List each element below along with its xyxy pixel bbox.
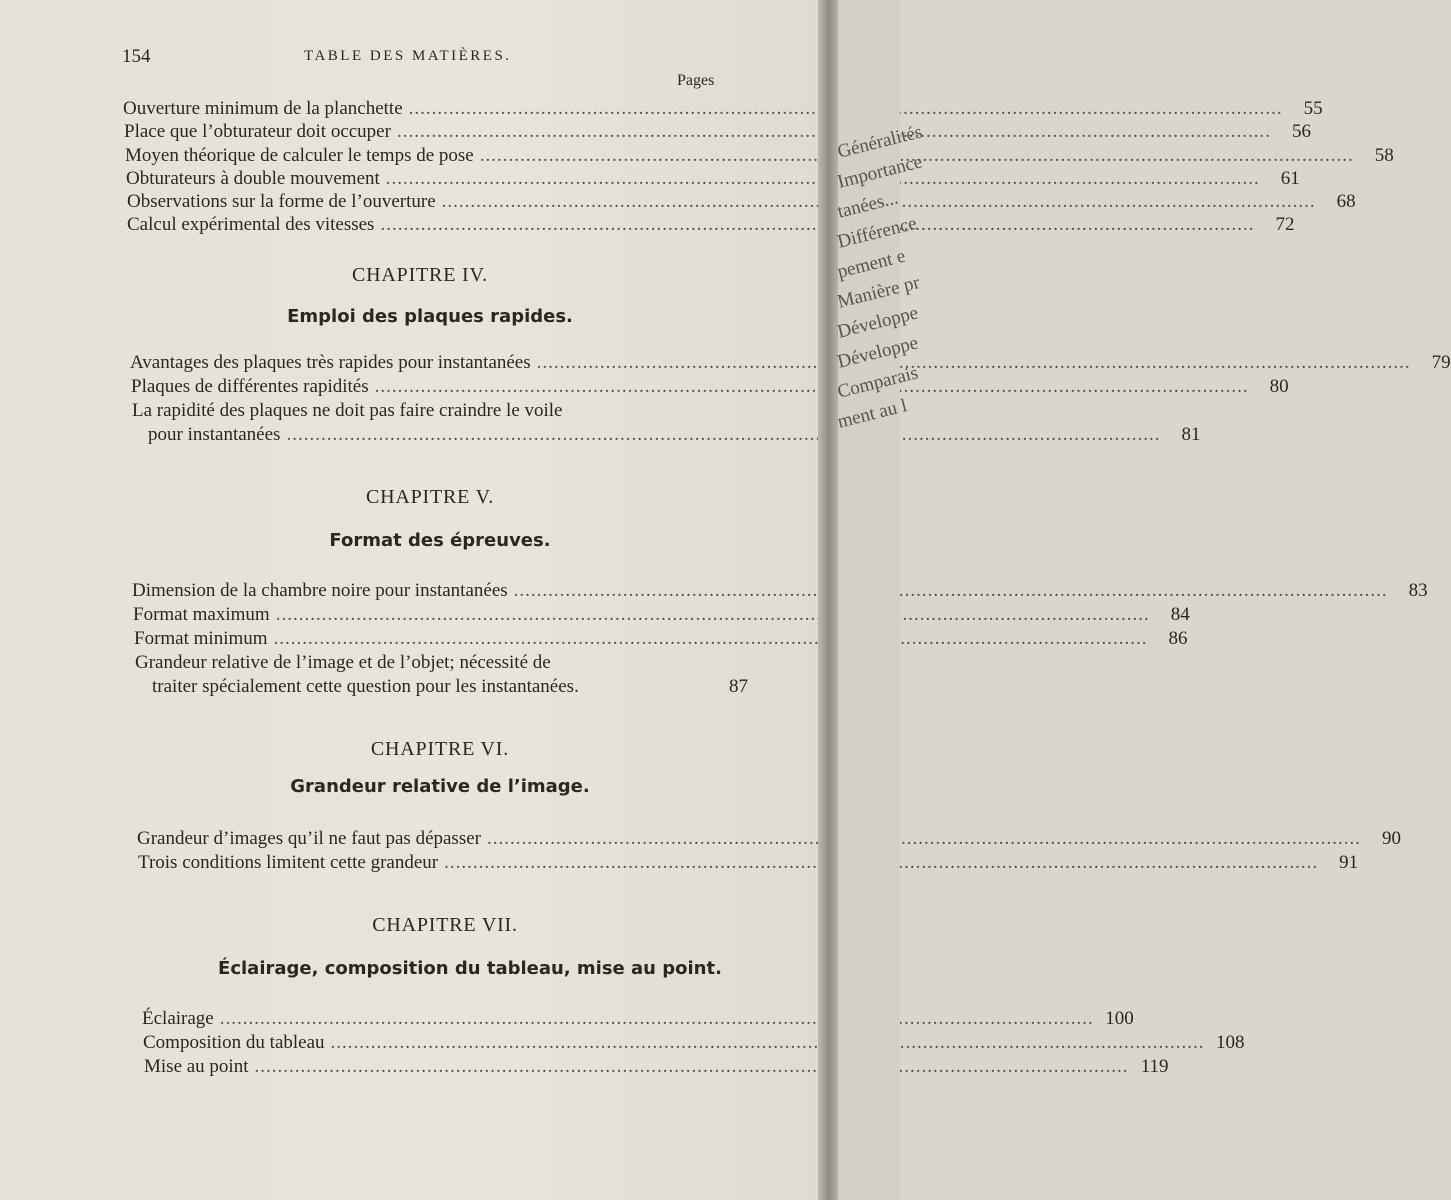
toc-entry-title: Format minimum <box>134 628 268 649</box>
toc-entry-page: 91 <box>1339 852 1359 873</box>
toc-entry-title: Dimension de la chambre noire pour instantanées <box>132 580 508 601</box>
toc-entry <box>123 98 1323 120</box>
toc-entry-title: Grandeur relative de l’image et de l’objet; nécessité de <box>135 652 551 673</box>
facing-page-fragment: Manière pr <box>835 272 922 313</box>
toc-entry <box>138 852 1359 874</box>
toc-entry-page: 72 <box>1275 214 1295 235</box>
chapter-title: Emploi des plaques rapides. <box>287 306 573 327</box>
toc-entry <box>148 424 1201 446</box>
toc-entry-title: Place que l’obturateur doit occuper <box>124 121 391 142</box>
running-title: TABLE DES MATIÈRES. <box>304 48 512 64</box>
chapter-heading: CHAPITRE IV. <box>352 264 488 286</box>
toc-entry-page: 108 <box>1216 1032 1245 1053</box>
toc-entry-page: 79 <box>1431 352 1451 373</box>
dot-leader <box>537 352 1411 374</box>
facing-page-fragment: pement e <box>835 245 908 283</box>
toc-entry-page: 80 <box>1269 376 1289 397</box>
facing-page-fragment: tanées... <box>835 187 901 223</box>
toc-entry-page: 100 <box>1105 1008 1134 1029</box>
toc-entry <box>142 1008 1134 1030</box>
toc-entry-page: 56 <box>1291 121 1311 142</box>
toc-entry-title: Plaques de différentes rapidités <box>131 376 369 397</box>
dot-leader <box>220 1008 1094 1030</box>
toc-entry-page: 81 <box>1181 424 1201 445</box>
page-header <box>122 46 722 72</box>
toc-entry <box>133 604 1190 626</box>
toc-entry-title: Moyen théorique de calculer le temps de pose <box>125 145 474 166</box>
toc-entry-page: 68 <box>1336 191 1356 212</box>
toc-entry-page: 58 <box>1374 145 1394 166</box>
toc-entry <box>144 1056 1169 1078</box>
toc-entry <box>152 676 748 698</box>
toc-entry-title: La rapidité des plaques ne doit pas faire craindre le voile <box>132 400 563 421</box>
toc-entry-title-continued: traiter spécialement cette question pour les instantanées. <box>152 676 579 697</box>
page-number: 154 <box>122 46 151 67</box>
facing-page-fragment: Différence <box>835 212 919 253</box>
toc-entry-title: Éclairage <box>142 1008 214 1029</box>
dot-leader <box>274 628 1148 650</box>
toc-entry-title: Trois conditions limitent cette grandeur <box>138 852 439 873</box>
chapter-title: Format des épreuves. <box>329 530 551 551</box>
pages-column-label: Pages <box>677 72 715 89</box>
toc-entry-page: 90 <box>1382 828 1401 849</box>
facing-page-fragment: Développe <box>835 332 921 373</box>
toc-entry-page: 55 <box>1303 98 1323 119</box>
toc-entry <box>125 145 1394 167</box>
toc-entry-page: 87 <box>729 676 748 697</box>
toc-entry <box>137 828 1401 850</box>
chapter-title: Grandeur relative de l’image. <box>290 776 590 797</box>
toc-entry-page: 61 <box>1280 168 1300 189</box>
toc-entry <box>143 1032 1245 1054</box>
toc-entry-page: 84 <box>1170 604 1190 625</box>
chapter-heading: CHAPITRE VI. <box>370 738 510 760</box>
dot-leader <box>255 1056 1129 1078</box>
toc-entry-title: Calcul expérimental des vitesses <box>127 214 375 235</box>
facing-page-fragment: Développe <box>835 302 921 343</box>
toc-entry-title: Ouverture minimum de la planchette <box>123 98 403 119</box>
dot-leader <box>487 828 1361 850</box>
toc-entry-title: Avantages des plaques très rapides pour instantanées <box>130 352 531 373</box>
toc-entry-page: 86 <box>1168 628 1188 649</box>
dot-leader <box>331 1032 1205 1054</box>
chapter-title: Éclairage, composition du tableau, mise au point. <box>218 958 722 979</box>
facing-page-edge <box>835 0 925 1200</box>
toc-entry-title: Observations sur la forme de l’ouverture <box>127 191 436 212</box>
dot-leader <box>286 424 1160 446</box>
toc-entry-page: 83 <box>1408 580 1428 601</box>
facing-page-fragment: Comparais <box>835 362 921 403</box>
facing-page-fragment: Généralités <box>835 121 925 163</box>
toc-entry-page: 119 <box>1140 1056 1169 1077</box>
toc-entry-title: Grandeur d’images qu’il ne faut pas dépasser <box>137 828 481 849</box>
toc-entry-title: Mise au point <box>144 1056 249 1077</box>
dot-leader <box>375 376 1249 398</box>
dot-leader <box>514 580 1388 602</box>
facing-page-fragment: Importance <box>835 151 925 193</box>
toc-entry <box>134 628 1188 650</box>
facing-page-fragment: ment au l <box>835 395 910 433</box>
toc-entry-title: Format maximum <box>133 604 270 625</box>
chapter-heading: CHAPITRE V. <box>365 486 495 508</box>
toc-entry-title-continued: pour instantanées <box>148 424 281 445</box>
toc-entry-title: Composition du tableau <box>143 1032 325 1053</box>
toc-entry <box>132 580 1428 602</box>
dot-leader <box>276 604 1150 626</box>
chapter-heading: CHAPITRE VII. <box>372 914 518 936</box>
toc-entry-title: Obturateurs à double mouvement <box>126 168 380 189</box>
